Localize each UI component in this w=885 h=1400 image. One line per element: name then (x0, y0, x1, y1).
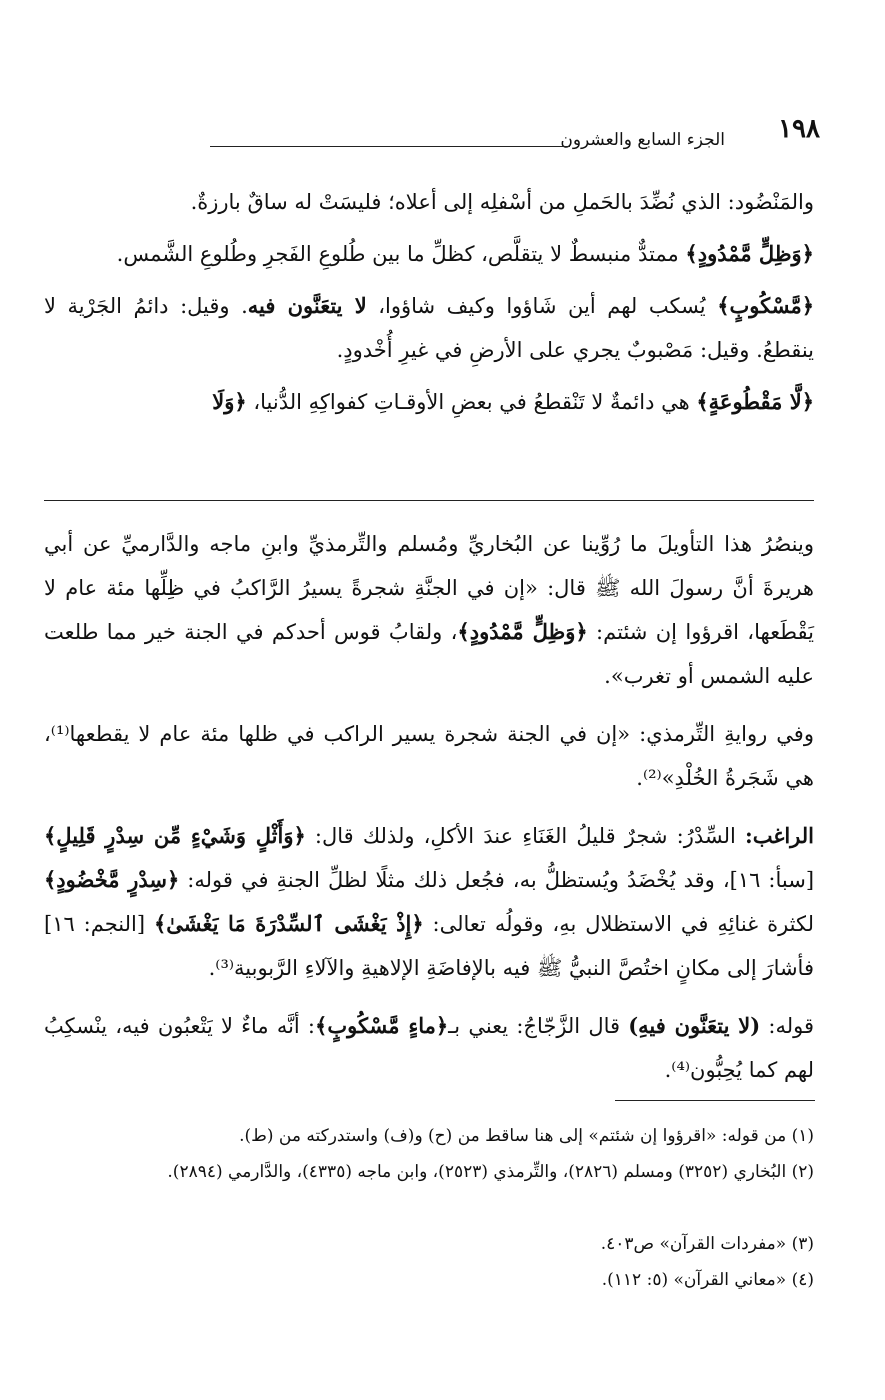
paragraph-text: قوله: (760, 1014, 815, 1038)
footnote: (٤) «معاني القرآن» (٥: ١١٢). (601, 1270, 814, 1290)
quran-quote: ﴿سِدْرٍ مَّخْضُودٍ﴾ (44, 867, 180, 892)
page-header (40, 114, 820, 154)
footnote: (٣) «مفردات القرآن» ص٤٠٣. (600, 1234, 814, 1254)
paragraph-zill (44, 232, 814, 276)
paragraph-text: [سبأ: ١٦]، وقد يُخْضَدُ ويُستظلُّ به، فجُعل ذلك مثلًا لظلِّ الجنةِ في قوله: (179, 868, 815, 892)
paragraph-maskub (44, 284, 814, 372)
quran-quote: ﴿وَظِلٍّ مَّمْدُودٍ﴾ (685, 241, 814, 266)
paragraph-text: ، ولقابُ قوس أحدكم في الجنة خير مما طلعت عليه الشمس أو تغرب». (44, 620, 814, 688)
running-title: الجزء السابع والعشرون (560, 130, 725, 150)
paragraph-hadith (44, 522, 814, 698)
bold-term: (لا يتعَنَّون فيهِ) (628, 1013, 761, 1038)
paragraph-text: [النجم: ١٦] فأشارَ إلى مكانٍ اختُصَّ النبيُّ ﷺ فيه بالإفاضَةِ الإلاهيةِ والآلاءِ الرَّبوبية⁽³⁾. (44, 912, 814, 980)
gloss-block (44, 522, 814, 1092)
paragraph-text: : أنَّه ماءٌ لا يَتْعبُون فيه، ينْسكِبُ لهم كما يُحِبُّون⁽⁴⁾. (44, 1014, 814, 1082)
footnote: (٢) البُخاري (٣٢٥٢) ومسلم (٢٨٢٦)، والتِّرمذي (٢٥٢٣)، وابن ماجه (٤٣٣٥)، والدَّارمي (٢٨٩٤). (167, 1162, 814, 1182)
paragraph-maqtua (44, 380, 814, 424)
paragraph-text: لكثرة غنائِهِ في الاستظلال بهِ، وقولُه تعالى: (423, 912, 814, 936)
quran-quote: ﴿إِذْ يَغْشَى ٱلسِّدْرَةَ مَا يَغْشَىٰ﴾ (153, 911, 424, 936)
page-number: ١٩٨ (778, 114, 820, 144)
paragraph-zajjaj (44, 1004, 814, 1092)
quran-quote: ﴿مَّسْكُوبٍ﴾ (717, 293, 814, 318)
quran-quote: ﴿وَأَثْلٍ وَشَيْءٍ مِّن سِدْرٍ قَلِيلٍ﴾ (44, 823, 306, 848)
quran-quote: ﴿ماءٍ مَّسْكُوبٍ﴾ (315, 1013, 449, 1038)
paragraph-text: يُسكب لهم أين شَاؤوا وكيف شاؤوا، (366, 294, 718, 318)
paragraph-text: وينصُرُ هذا التأويلَ ما رُوِّينا عن البُخاريِّ ومُسلم والتِّرمذيِّ وابنِ ماجه والدَّارميِّ عن أبي هريرةَ أنَّ رسولَ الله ﷺ قال: «إن في الجنَّةِ شجرةً يسيرُ الرَّاكبُ في ظِلِّها مئة عام لا يَقْطَعها، اقرؤوا إن شئتم: (44, 532, 814, 644)
footnote-divider (615, 1100, 815, 1101)
section-divider (44, 500, 814, 501)
paragraph-text: قال الزَّجّاجُ: يعني بـ (448, 1014, 629, 1038)
paragraph-text: هي دائمةٌ لا تَنْقطعُ في بعضِ الأوقـاتِ كفواكِهِ الدُّنيا، (246, 390, 697, 414)
paragraph-text: . وقيل: دائمُ الجَرْية لا ينقطعُ. وقيل: مَصْبوبٌ يجري على الأرضِ في غيرِ أُخْدودٍ. (44, 294, 814, 362)
quran-quote: ﴿لَّا مَقْطُوعَةٍ﴾ (696, 389, 814, 414)
paragraph-text: السِّدْرُ: شجرٌ قليلُ الغَنَاءِ عندَ الأكلِ، ولذلك قال: (305, 824, 745, 848)
quran-quote: ﴿وَظِلٍّ مَّمْدُودٍ﴾ (457, 619, 588, 644)
footnote: (١) من قوله: «اقرؤوا إن شئتم» إلى هنا ساقط من (ح) و(ف) واستدركته من (ط). (239, 1126, 814, 1146)
bold-label: الراغب: (744, 823, 814, 848)
paragraph-text: ممتدٌّ منبسطٌ لا يتقلَّص، كظلِّ ما بين طُلوعِ الفَجرِ وطُلوعِ الشَّمس. (116, 242, 686, 266)
quran-quote-continued: ﴿وَلَا (212, 389, 247, 414)
commentary-block (44, 180, 814, 424)
paragraph-tirmidhi: وفي روايةِ التِّرمذي: «إن في الجنة شجرة يسير الراكب في ظلها مئة عام لا يقطعها⁽¹⁾، هي شَجَرةُ الخُلْدِ»⁽²⁾. (44, 722, 814, 790)
paragraph-mandud: والمَنْضُود: الذي نُضِّدَ بالحَملِ من أسْفلِه إلى أعلاه؛ فليسَتْ له ساقٌ بارزةٌ. (190, 190, 814, 214)
paragraph-raghib (44, 814, 814, 990)
bold-term: لا يتعَنَّون فيه (247, 293, 367, 318)
header-rule (210, 146, 570, 147)
